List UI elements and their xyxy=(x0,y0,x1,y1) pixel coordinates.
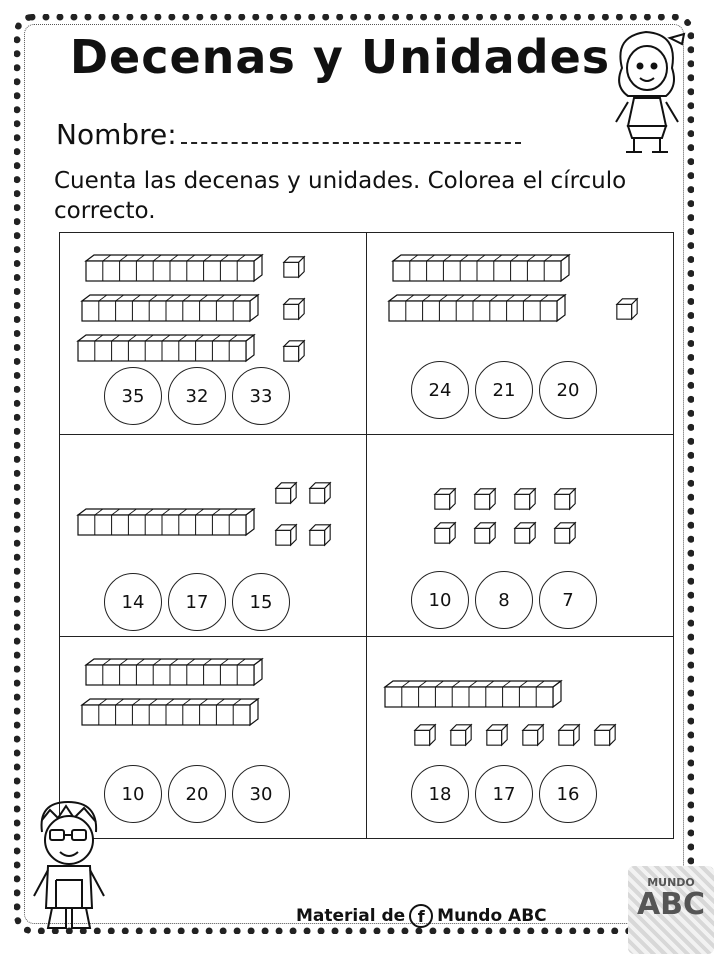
answer-option[interactable]: 30 xyxy=(232,765,290,823)
footer-prefix: Material de xyxy=(296,906,406,926)
mundo-abc-logo xyxy=(628,866,714,954)
answer-option[interactable]: 10 xyxy=(104,765,162,823)
name-blank-line[interactable] xyxy=(181,124,521,144)
unit-cube-icon xyxy=(308,481,332,505)
unit-cube-icon xyxy=(308,523,332,547)
unit-cube-icon xyxy=(433,487,457,511)
ten-rod-icon xyxy=(84,253,264,283)
unit-cube-icon xyxy=(593,723,617,747)
unit-cube-icon xyxy=(274,481,298,505)
ten-rod-icon xyxy=(76,507,256,537)
logo-line-2: ABC xyxy=(636,887,706,922)
answer-option[interactable]: 21 xyxy=(475,361,533,419)
footer-brand: Mundo ABC xyxy=(437,906,547,926)
ten-rod-icon xyxy=(391,253,571,283)
answer-option[interactable]: 10 xyxy=(411,571,469,629)
unit-cube-icon xyxy=(274,523,298,547)
unit-cube-icon xyxy=(521,723,545,747)
facebook-icon: f xyxy=(409,904,433,928)
ten-rod-icon xyxy=(84,657,264,687)
answer-option[interactable]: 20 xyxy=(168,765,226,823)
answer-option[interactable]: 17 xyxy=(475,765,533,823)
girl-illustration xyxy=(604,26,690,160)
exercise-card xyxy=(366,232,674,435)
unit-cube-icon xyxy=(485,723,509,747)
answer-option[interactable]: 18 xyxy=(411,765,469,823)
answer-option[interactable]: 32 xyxy=(168,367,226,425)
instructions-text: Cuenta las decenas y unidades. Colorea el círculo correcto. xyxy=(54,168,627,224)
answer-option[interactable]: 20 xyxy=(539,361,597,419)
unit-cube-icon xyxy=(433,521,457,545)
unit-cube-icon xyxy=(513,521,537,545)
unit-cube-icon xyxy=(473,521,497,545)
ten-rod-icon xyxy=(387,293,567,323)
unit-cube-icon xyxy=(282,297,306,321)
answer-option[interactable]: 33 xyxy=(232,367,290,425)
exercise-card xyxy=(366,636,674,839)
answer-option[interactable]: 8 xyxy=(475,571,533,629)
ten-rod-icon xyxy=(383,679,563,709)
answer-option[interactable]: 14 xyxy=(104,573,162,631)
unit-cube-icon xyxy=(473,487,497,511)
unit-cube-icon xyxy=(413,723,437,747)
answer-option[interactable]: 16 xyxy=(539,765,597,823)
answer-option[interactable]: 24 xyxy=(411,361,469,419)
exercise-card xyxy=(59,232,367,435)
ten-rod-icon xyxy=(80,697,260,727)
exercise-card xyxy=(366,434,674,637)
page-title: Decenas y Unidades xyxy=(69,30,611,84)
logo-line-1: MUNDO xyxy=(647,876,695,889)
ten-rod-icon xyxy=(80,293,260,323)
unit-cube-icon xyxy=(282,255,306,279)
unit-cube-icon xyxy=(282,339,306,363)
unit-cube-icon xyxy=(553,487,577,511)
name-label: Nombre: xyxy=(56,118,177,151)
answer-option[interactable]: 15 xyxy=(232,573,290,631)
unit-cube-icon xyxy=(557,723,581,747)
unit-cube-icon xyxy=(449,723,473,747)
unit-cube-icon xyxy=(615,297,639,321)
answer-option[interactable]: 17 xyxy=(168,573,226,631)
ten-rod-icon xyxy=(76,333,256,363)
boy-illustration xyxy=(26,796,112,934)
answer-option[interactable]: 35 xyxy=(104,367,162,425)
unit-cube-icon xyxy=(553,521,577,545)
exercise-card xyxy=(59,434,367,637)
unit-cube-icon xyxy=(513,487,537,511)
name-field[interactable] xyxy=(56,118,521,151)
answer-option[interactable]: 7 xyxy=(539,571,597,629)
footer-credit xyxy=(296,904,547,928)
